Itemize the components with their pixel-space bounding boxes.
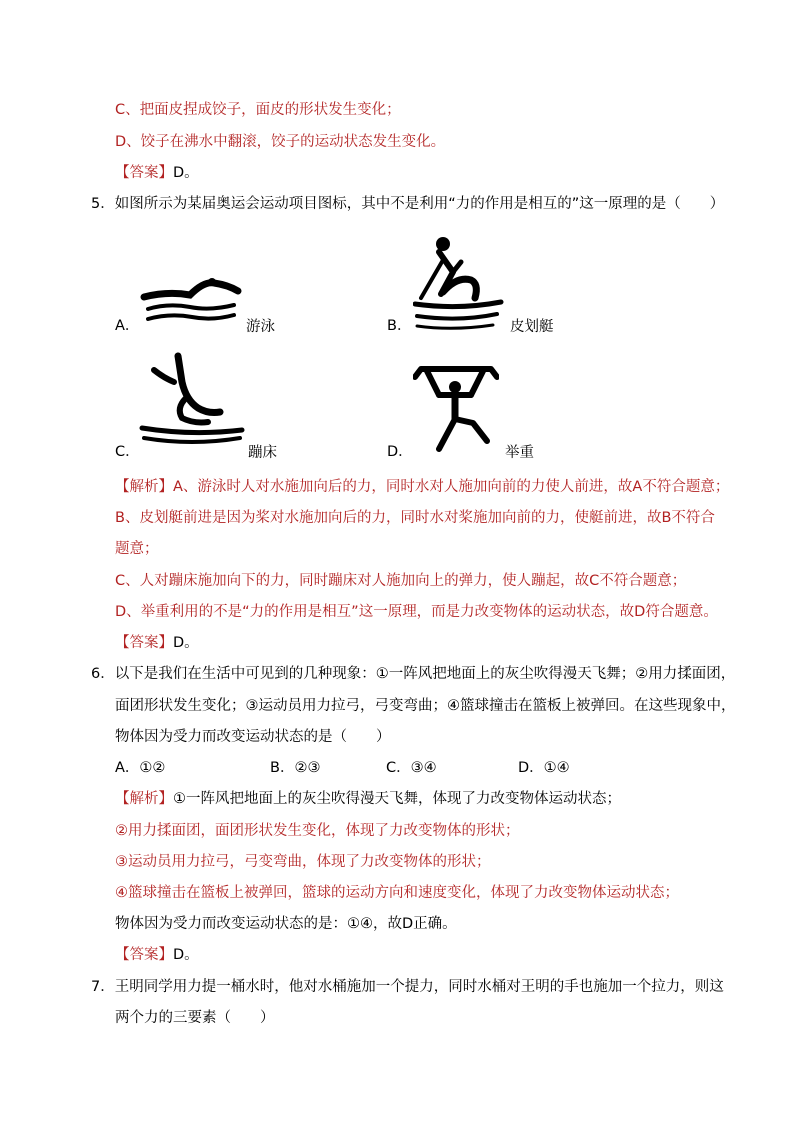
prev-option-d: D、饺子在沸水中翻滚，饺子的运动状态发生变化。 — [115, 134, 446, 150]
weightlifting-icon — [413, 361, 499, 453]
q5-option-b-letter: B． — [387, 318, 412, 334]
q5-option-b-label: 皮划艇 — [510, 319, 554, 335]
q6-answer — [115, 946, 199, 964]
answer-value: D。 — [173, 635, 199, 651]
q5-option-c-label: 蹦床 — [248, 445, 277, 461]
q7-stem-line-2: 两个力的三要素（ ） — [115, 1010, 275, 1026]
q6-stem-line-1: 6．以下是我们在生活中可见到的几种现象：①一阵风把地面上的灰尘吹得漫天飞舞；②用力揉面团， — [91, 666, 736, 682]
swimming-icon — [138, 273, 248, 333]
q5-option-a-label: 游泳 — [246, 319, 275, 335]
q5-analysis-line-5: D、举重利用的不是“力的作用是相互”这一原理，而是力改变物体的运动状态，故D符合题意。 — [115, 604, 718, 620]
q6-option-c: C．③④ — [386, 760, 437, 776]
answer-value: D。 — [173, 947, 199, 963]
q5-stem: 5．如图所示为某届奥运会运动项目图标，其中不是利用“力的作用是相互的”这一原理的是（ ） — [91, 196, 725, 212]
analysis-tag: 【解析】 — [115, 479, 173, 495]
q6-analysis-line-1: 【解析】①一阵风把地面上的灰尘吹得漫天飞舞，体现了力改变物体运动状态； — [115, 791, 621, 807]
q6-option-a: A．①② — [115, 760, 166, 776]
q5-answer — [115, 634, 199, 652]
q6-option-b: B．②③ — [270, 760, 321, 776]
q6-analysis-line-4: ④篮球撞击在篮板上被弹回，篮球的运动方向和速度变化，体现了力改变物体运动状态； — [115, 885, 679, 901]
analysis-tag: 【解析】 — [115, 791, 173, 807]
q5-analysis-line-3: 题意； — [115, 541, 159, 557]
q5-analysis-line-2: B、皮划艇前进是因为桨对水施加向后的力，同时水对桨施加向前的力，使艇前进，故B不符合 — [115, 510, 715, 526]
q5-option-a-letter: A． — [115, 318, 140, 334]
prev-answer — [115, 164, 199, 182]
q5-option-d-letter: D． — [387, 444, 413, 460]
q7-stem-line-1: 7．王明同学用力提一桶水时，他对水桶施加一个提力，同时水桶对王明的手也施加一个拉力，则这 — [91, 979, 724, 995]
q6-stem-line-3: 物体因为受力而改变运动状态的是（ ） — [115, 729, 391, 745]
q5-analysis-line-4: C、人对蹦床施加向下的力，同时蹦床对人施加向上的弹力，使人蹦起，故C不符合题意； — [115, 573, 687, 589]
q5-option-d-label: 举重 — [505, 445, 534, 461]
q5-analysis-line-1: 【解析】A、游泳时人对水施加向后的力，同时水对人施加向前的力使人前进，故A不符合题意； — [115, 479, 730, 495]
canoe-icon — [413, 232, 509, 332]
q6-analysis-line-2: ②用力揉面团，面团形状发生变化，体现了力改变物体的形状； — [115, 823, 520, 839]
q6-option-d: D．①④ — [518, 760, 570, 776]
q6-analysis-line-5: 物体因为受力而改变运动状态的是：①④，故D正确。 — [115, 916, 457, 932]
answer-tag: 【答案】 — [115, 165, 173, 181]
q6-analysis-line-3: ③运动员用力拉弓，弓变弯曲，体现了力改变物体的形状； — [115, 854, 491, 870]
answer-tag: 【答案】 — [115, 635, 173, 651]
prev-option-c: C、把面皮捏成饺子，面皮的形状发生变化； — [115, 102, 401, 118]
trampoline-icon — [138, 352, 248, 448]
q5-option-c-letter: C． — [115, 444, 140, 460]
q6-stem-line-2: 面团形状发生变化；③运动员用力拉弓，弓变弯曲；④篮球撞击在篮板上被弹回。在这些现象中， — [115, 698, 736, 714]
answer-value: D。 — [173, 165, 199, 181]
answer-tag: 【答案】 — [115, 947, 173, 963]
